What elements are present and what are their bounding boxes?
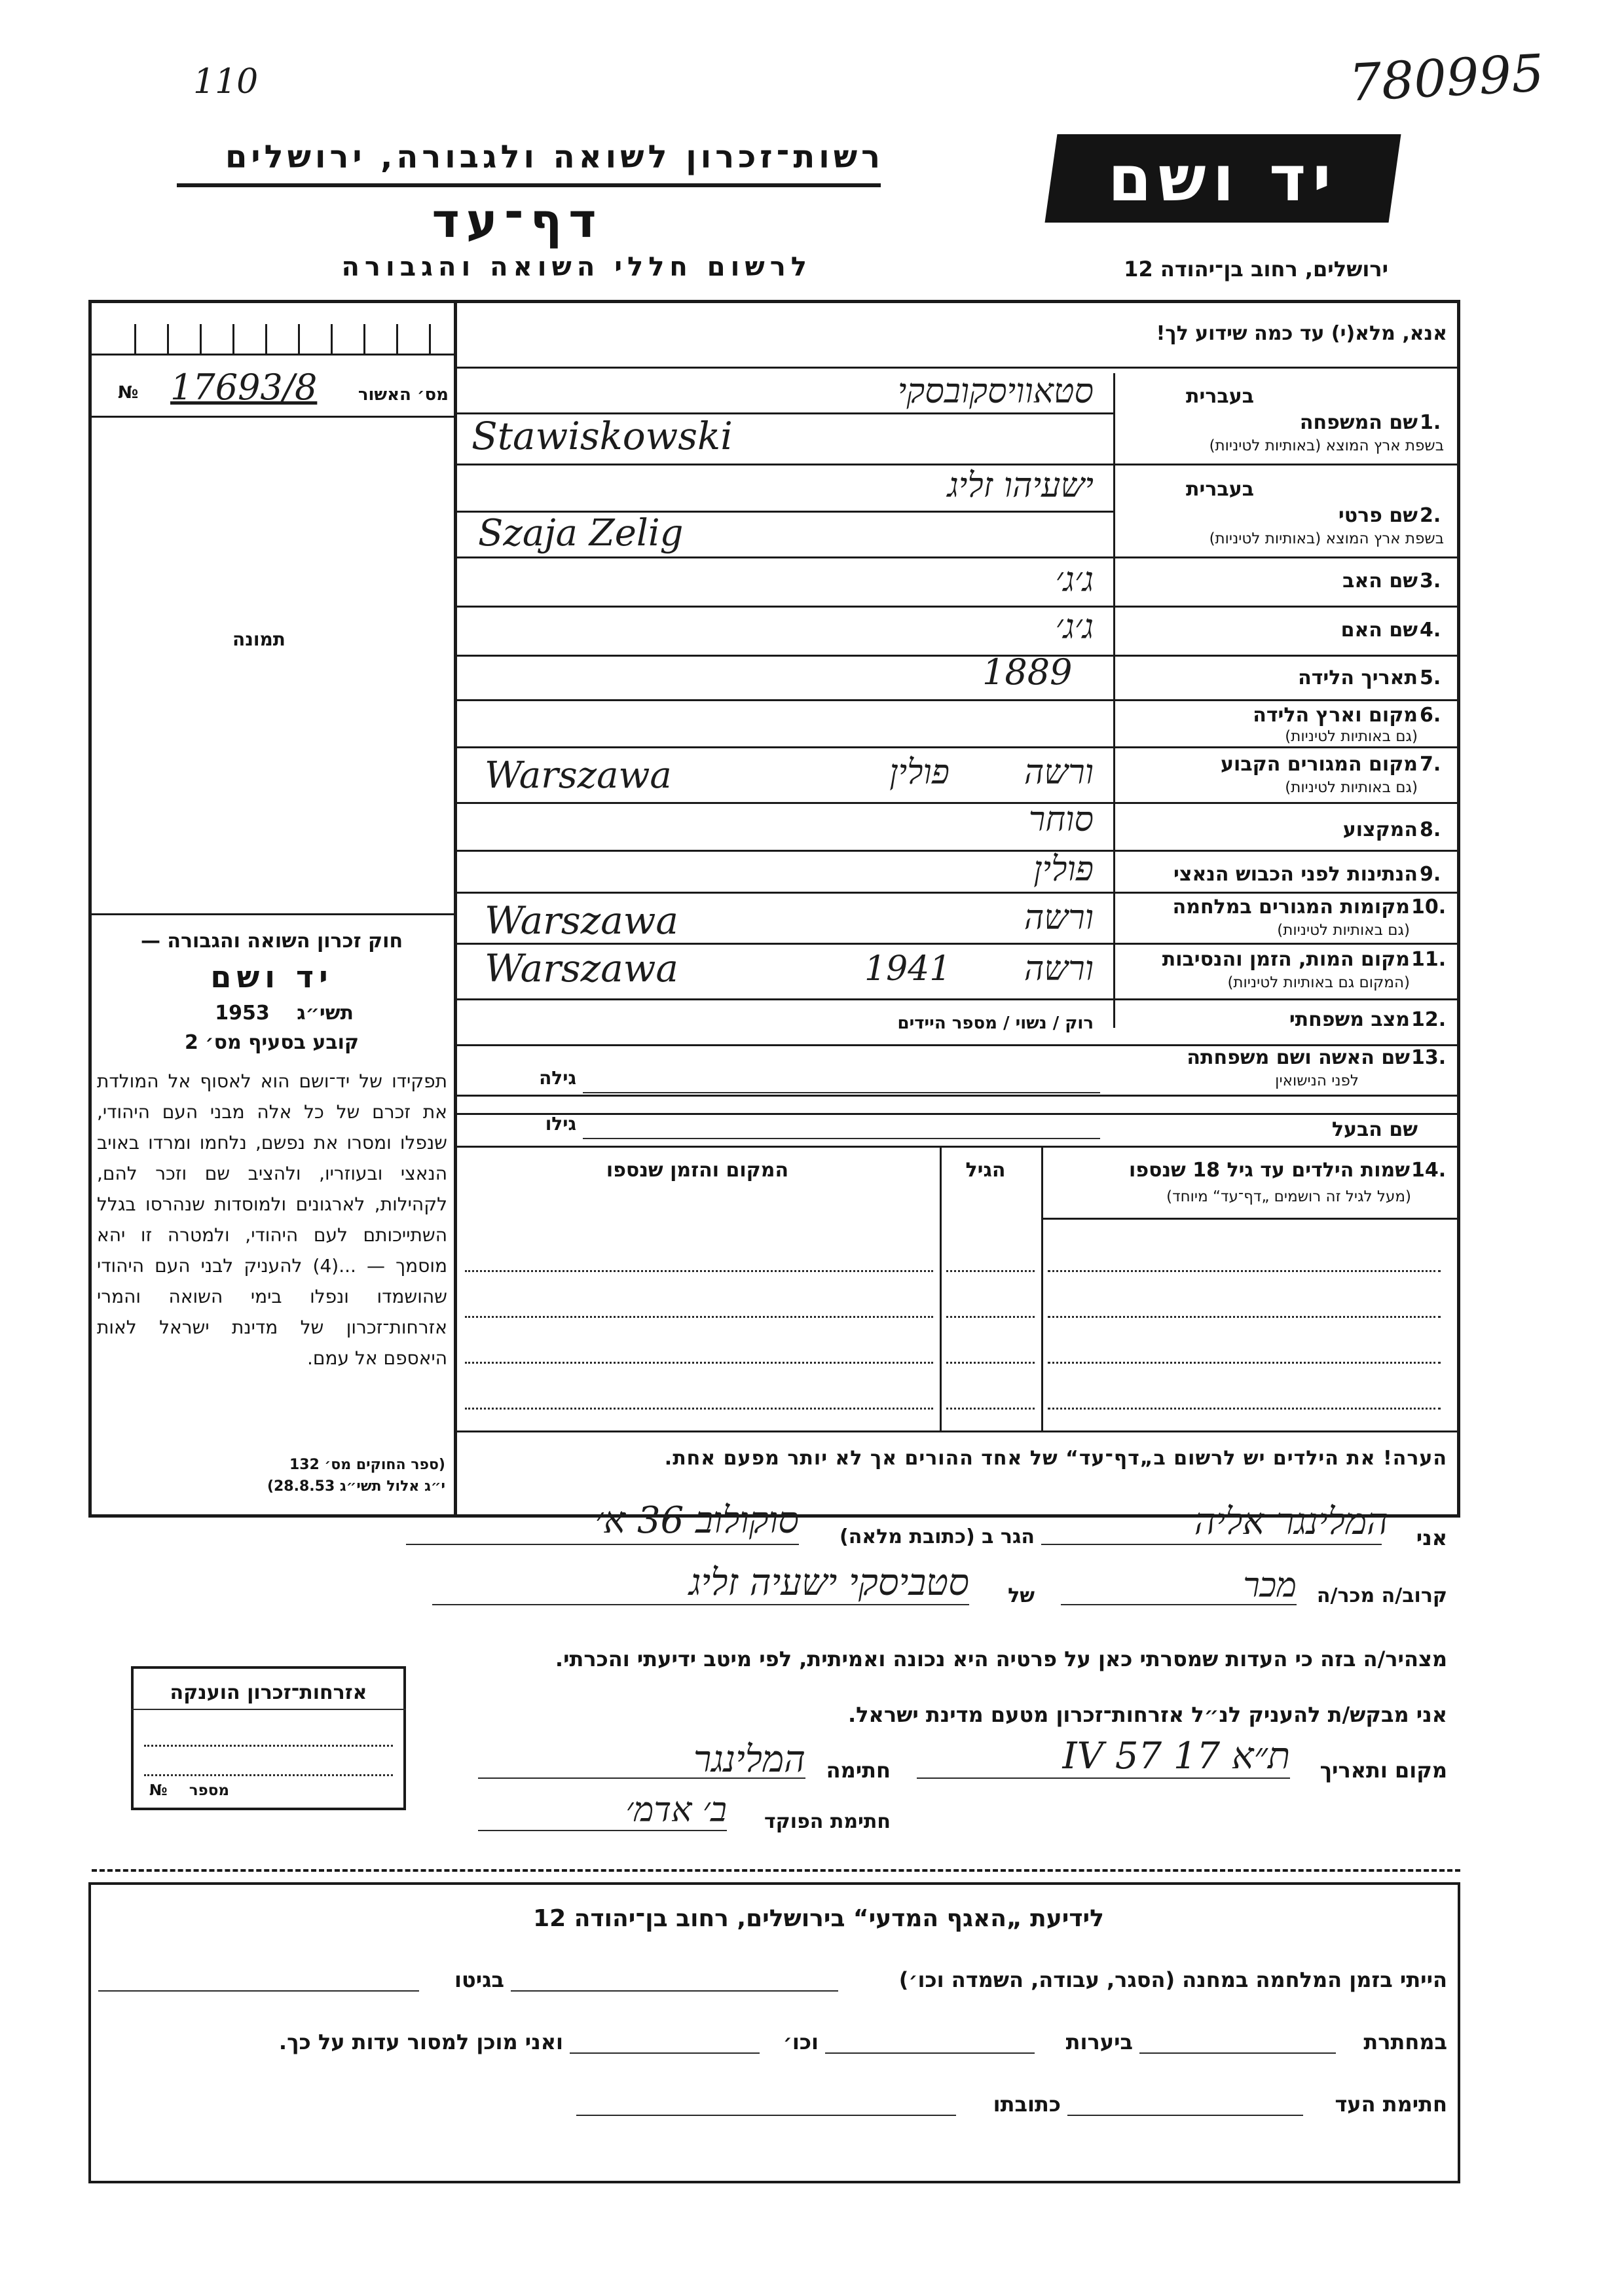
first-name-hebrew[interactable]: ישעיהו זליג <box>947 466 1094 505</box>
lang-origin-2: בשפת ארץ המוצא (באותיות לטיניות) <box>1209 530 1444 547</box>
law-year-hebrew: תשי״ג <box>297 1002 354 1025</box>
children-note: הערה! את הילדים יש לרשום ב„דף־עד“ של אחד ההורים אך לא יותר מפעם אחת. <box>664 1447 1447 1470</box>
field-14-number: 14. <box>1411 1159 1447 1182</box>
field-4-label: שם האם <box>1340 619 1418 642</box>
residence-hebrew-2[interactable]: ורשה <box>1024 753 1094 792</box>
field-12-number: 12. <box>1411 1008 1447 1031</box>
bottom-line1-start: הייתי בזמן המלחמה במחנה (הסגר, עבודה, השמדה וכו׳) <box>898 1967 1447 1992</box>
registration-prefix: № <box>118 383 139 403</box>
citizenship-number-prefix: № <box>149 1782 168 1799</box>
field-7-number: 7. <box>1420 753 1441 776</box>
clerk-signature-value[interactable]: ב׳ אדמ׳ <box>625 1791 727 1830</box>
bottom-line2-a: במחתרת <box>1363 2030 1447 2054</box>
signature-value[interactable]: המלינגר <box>693 1738 805 1781</box>
latin-note-7: (גם באותיות לטיניות) <box>1285 779 1418 796</box>
mother-value[interactable]: ג׳ג׳ <box>1055 608 1094 647</box>
law-year: 1953 <box>215 1002 270 1025</box>
lang-hebrew-2: בעברית <box>1186 478 1254 501</box>
declaration-gar-label: הגר ב (כתובת מלאה) <box>839 1525 1035 1548</box>
death-note: (המקום גם באותיות לטיניות) <box>1227 974 1410 991</box>
authority-title: רשות־זכרון לשואה ולגבורה, ירושלים <box>225 139 884 175</box>
declaration-relation-label: קרוב/ה מכר/ה <box>1316 1584 1447 1607</box>
serial-number: 780995 <box>1347 44 1545 113</box>
death-hebrew[interactable]: ורשה <box>1024 949 1094 989</box>
photo-label: תמונה <box>232 629 286 650</box>
field-11-label: מקום המות, הזמן והנסיבות <box>1162 948 1410 971</box>
war-residence-hebrew[interactable]: ורשה <box>1024 898 1094 938</box>
lang-hebrew-1: בעברית <box>1186 385 1254 408</box>
corner-mark: 110 <box>193 62 259 101</box>
war-residence-latin[interactable]: Warszawa <box>485 898 679 943</box>
law-name: יד ושם <box>210 959 333 994</box>
spouse-age-label: גילה <box>539 1067 576 1089</box>
instruction: אנא, מלא(י) עד כמה שידוע לך! <box>1156 322 1447 345</box>
husband-label: שם הבעל <box>1331 1118 1418 1141</box>
field-6-number: 6. <box>1420 704 1441 727</box>
field-4-number: 4. <box>1420 619 1441 642</box>
place-date-value[interactable]: ת״א 17 IV 57 <box>1062 1735 1290 1777</box>
field-11-number: 11. <box>1411 948 1447 971</box>
field-5-label: תאריך הלידה <box>1298 666 1418 689</box>
sidebar-divider <box>454 300 457 1514</box>
field-3-label: שם האב <box>1342 570 1418 592</box>
law-ref-1: (ספר החוקים מס׳ 132 <box>289 1457 445 1473</box>
law-ref-2: י״ג אלול תשי״ג 28.8.53) <box>267 1478 445 1495</box>
father-value[interactable]: ג׳ג׳ <box>1055 560 1094 600</box>
address: ירושלים, רחוב בן־יהודה 12 <box>1124 257 1388 282</box>
profession-value[interactable]: סוחר <box>1028 800 1094 839</box>
residence-hebrew-1[interactable]: פולין <box>889 753 950 792</box>
form-subtitle: לרשום חללי השואה והגבורה <box>341 252 812 282</box>
field-9-label: הנתינות לפני הכבוש הנאצי <box>1173 863 1418 886</box>
signature-label: חתימה <box>826 1758 891 1783</box>
lang-origin-1: בשפת ארץ המוצא (באותיות לטיניות) <box>1209 437 1444 454</box>
bottom-line3-a: חתימת העד <box>1335 2092 1447 2117</box>
field-10-label: מקומות המגורים במלחמה <box>1172 896 1410 919</box>
field-8-number: 8. <box>1420 818 1441 841</box>
declaration-ani: אני <box>1416 1525 1447 1550</box>
children-sub: (מעל לגיל זה רושמים „דף־עד“ מיוחד) <box>1166 1188 1411 1205</box>
field-9-number: 9. <box>1420 863 1441 886</box>
first-name-latin[interactable]: Szaja Zelig <box>478 512 684 555</box>
latin-note-10: (גם באותיות לטיניות) <box>1277 922 1410 939</box>
bottom-line2-c: וכו׳ <box>783 2030 819 2054</box>
bottom-line1-end: בגיטו <box>454 1967 504 1992</box>
children-place-header: המקום והזמן שנספו <box>606 1159 789 1182</box>
field-14-label: שמות הילדים עד גיל 18 שנספו <box>1129 1159 1410 1182</box>
surname-latin[interactable]: Stawiskowski <box>471 414 733 458</box>
clerk-signature-label: חתימת הפוקד <box>764 1810 891 1833</box>
law-text: תפקידו של יד־ושם הוא לאסוף אל המולדת את זכרם של כל אלה מבני העם היהודי, שנפלו ומסרו את נפשם, נלחמו ומרדו באויב הנאצי ובעוזריו, ולהציב שם וזכר להם, לקהילות, לארגונים ולמוסדות שנהרסו בגלל השתייכותם לעם היהודי, ולמטרה זו יהא מוסמך — ...(4) להעניק לבני העם היהודי שהושמדו ונפלו בימי השואה והמרי אזרחות־זכרון של מדינת ישראל לאות היאספם אל עמם. <box>97 1070 447 1369</box>
section-separator <box>92 1869 1460 1872</box>
authority-underline <box>177 183 881 187</box>
declaration-relation[interactable]: מכר <box>1243 1566 1297 1605</box>
field-5-number: 5. <box>1420 666 1441 689</box>
citizenship-title: אזרחות־זכרון הוענקה <box>170 1681 367 1704</box>
declaration-shel-label: של <box>1008 1584 1035 1607</box>
place-date-label: מקום ותאריך <box>1320 1758 1447 1783</box>
yad-vashem-logo: יד ושם <box>1045 134 1401 223</box>
bottom-title: לידיעת „האגף המדעי“ בירושלים, רחוב בן־יהודה 12 <box>533 1905 1104 1932</box>
law-title: חוק זכרון השואה והגבורה — <box>140 930 403 953</box>
field-13-label: שם האשה ושם משפחתה <box>1187 1046 1410 1069</box>
field-13-number: 13. <box>1411 1046 1447 1069</box>
field-2-label: שם פרטי <box>1338 504 1418 527</box>
field-3-number: 3. <box>1420 570 1441 592</box>
field-12-label: מצב משפחתי <box>1289 1008 1410 1031</box>
surname-hebrew[interactable]: סטאוויסקובסקי <box>897 372 1094 411</box>
husband-age-label: גילו <box>545 1113 576 1135</box>
field-1-label: שם המשפחה <box>1299 411 1418 434</box>
declaration-name[interactable]: המלינגר אליה <box>1194 1501 1388 1543</box>
nationality-value[interactable]: פולין <box>1033 850 1094 889</box>
spouse-sub: לפני הנישואין <box>1275 1072 1359 1089</box>
registration-number: 17693/8 <box>170 367 318 408</box>
field-6-label: מקום וארץ הלידה <box>1253 704 1418 727</box>
law-section: קובע בסעיף מס׳ 2 <box>184 1031 360 1054</box>
declaration-address[interactable]: סוקולוב 36 א׳ <box>595 1499 799 1542</box>
death-latin[interactable]: Warszawa <box>485 946 679 991</box>
citizenship-number-label: מספר <box>189 1782 229 1799</box>
bottom-line3-b: כתובתו <box>993 2092 1061 2117</box>
latin-note-6: (גם באותיות לטיניות) <box>1285 728 1418 745</box>
declaration-subject[interactable]: סטביסקי ישעיה זליג <box>689 1561 969 1604</box>
birth-date-value[interactable]: 1889 <box>982 651 1073 693</box>
death-year[interactable]: 1941 <box>864 949 951 989</box>
registration-label: מס׳ האשור <box>358 385 449 405</box>
children-age-header: הגיל <box>965 1159 1006 1182</box>
field-8-label: המקצוע <box>1342 818 1418 841</box>
bottom-line2-b: ביערות <box>1065 2030 1133 2054</box>
marital-options: רוק / נשוי / מספר היידים <box>897 1013 1094 1033</box>
field-2-number: 2. <box>1420 504 1441 527</box>
form-title: דף־עד <box>432 193 603 248</box>
field-10-number: 10. <box>1411 896 1447 919</box>
field-7-label: מקום המגורים הקבוע <box>1221 753 1418 776</box>
field-1-number: 1. <box>1420 411 1441 434</box>
declaration-request: אני מבקש/ת להעניק לנ״ל אזרחות־זכרון מטעם מדינת ישראל. <box>848 1702 1447 1727</box>
residence-latin[interactable]: Warszawa <box>485 754 672 797</box>
bottom-line2-d: ואני מוכן למסור עדות על כך. <box>278 2030 563 2054</box>
declaration-statement: מצהיר/ה בזה כי העדות שמסרתי כאן על פרטיה היא נכונה ואמיתית, לפי מיטב ידיעתי והכרתי. <box>555 1647 1447 1671</box>
